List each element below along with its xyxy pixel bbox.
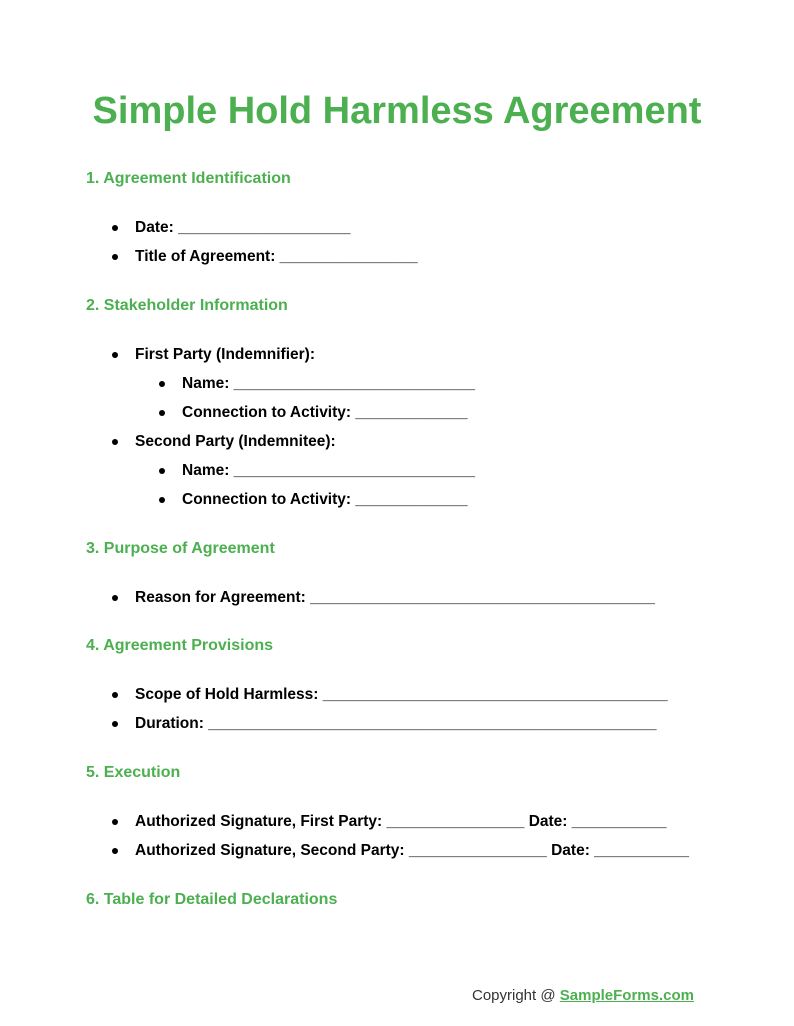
field-date-label: Date: ____________________ [135,219,351,236]
field-scope-of-hold-harmless-label: Scope of Hold Harmless: ________________________________________ [135,686,668,703]
field-second-party-name [182,461,475,481]
field-reason-for-agreement-label: Reason for Agreement: ________________________________________ [135,589,655,606]
field-signature-second-party-label: Authorized Signature, Second Party: ________________ Date: ___________ [135,842,689,859]
copyright-text: Copyright @ [472,987,560,1004]
field-duration [135,714,656,734]
field-second-party-label: Second Party (Indemnitee): [135,433,336,450]
field-first-party-connection [182,403,467,423]
section-heading-detailed-declarations: 6. Table for Detailed Declarations [86,891,338,908]
bullet-icon [112,595,118,601]
field-signature-first-party-label: Authorized Signature, First Party: ________________ Date: ___________ [135,813,667,830]
copyright-footer [472,987,694,1004]
bullet-icon [112,254,118,260]
bullet-icon [159,381,165,387]
field-date [135,218,350,238]
field-first-party [135,345,315,365]
bullet-icon [112,848,118,854]
field-first-party-name [182,374,475,394]
field-scope-of-hold-harmless [135,685,668,705]
bullet-icon [112,819,118,825]
field-title-of-agreement-label: Title of Agreement: ________________ [135,248,418,265]
brand-link[interactable]: SampleForms.com [559,987,694,1004]
bullet-icon [159,468,165,474]
bullet-icon [159,497,165,503]
bullet-icon [112,439,118,445]
bullet-icon [112,225,118,231]
bullet-icon [159,410,165,416]
field-first-party-connection-label: Connection to Activity: _____________ [182,404,468,421]
section-heading-agreement-provisions: 4. Agreement Provisions [86,637,274,654]
field-signature-second-party [135,841,689,861]
field-second-party-connection [182,490,467,510]
field-second-party-name-label: Name: ____________________________ [182,462,476,479]
bullet-icon [112,352,118,358]
section-heading-purpose-of-agreement: 3. Purpose of Agreement [86,540,275,557]
section-heading-stakeholder-information: 2. Stakeholder Information [86,297,288,314]
field-second-party-connection-label: Connection to Activity: _____________ [182,491,468,508]
field-second-party [135,432,336,452]
field-signature-first-party [135,812,667,832]
bullet-icon [112,692,118,698]
bullet-icon [112,721,118,727]
section-heading-execution: 5. Execution [86,764,181,781]
field-title-of-agreement [135,247,418,267]
field-duration-label: Duration: ____________________________________________________ [135,715,657,732]
field-first-party-label: First Party (Indemnifier): [135,346,315,363]
field-reason-for-agreement [135,588,655,608]
field-first-party-name-label: Name: ____________________________ [182,375,476,392]
document-title: Simple Hold Harmless Agreement [92,90,702,132]
section-heading-agreement-identification: 1. Agreement Identification [86,170,291,187]
